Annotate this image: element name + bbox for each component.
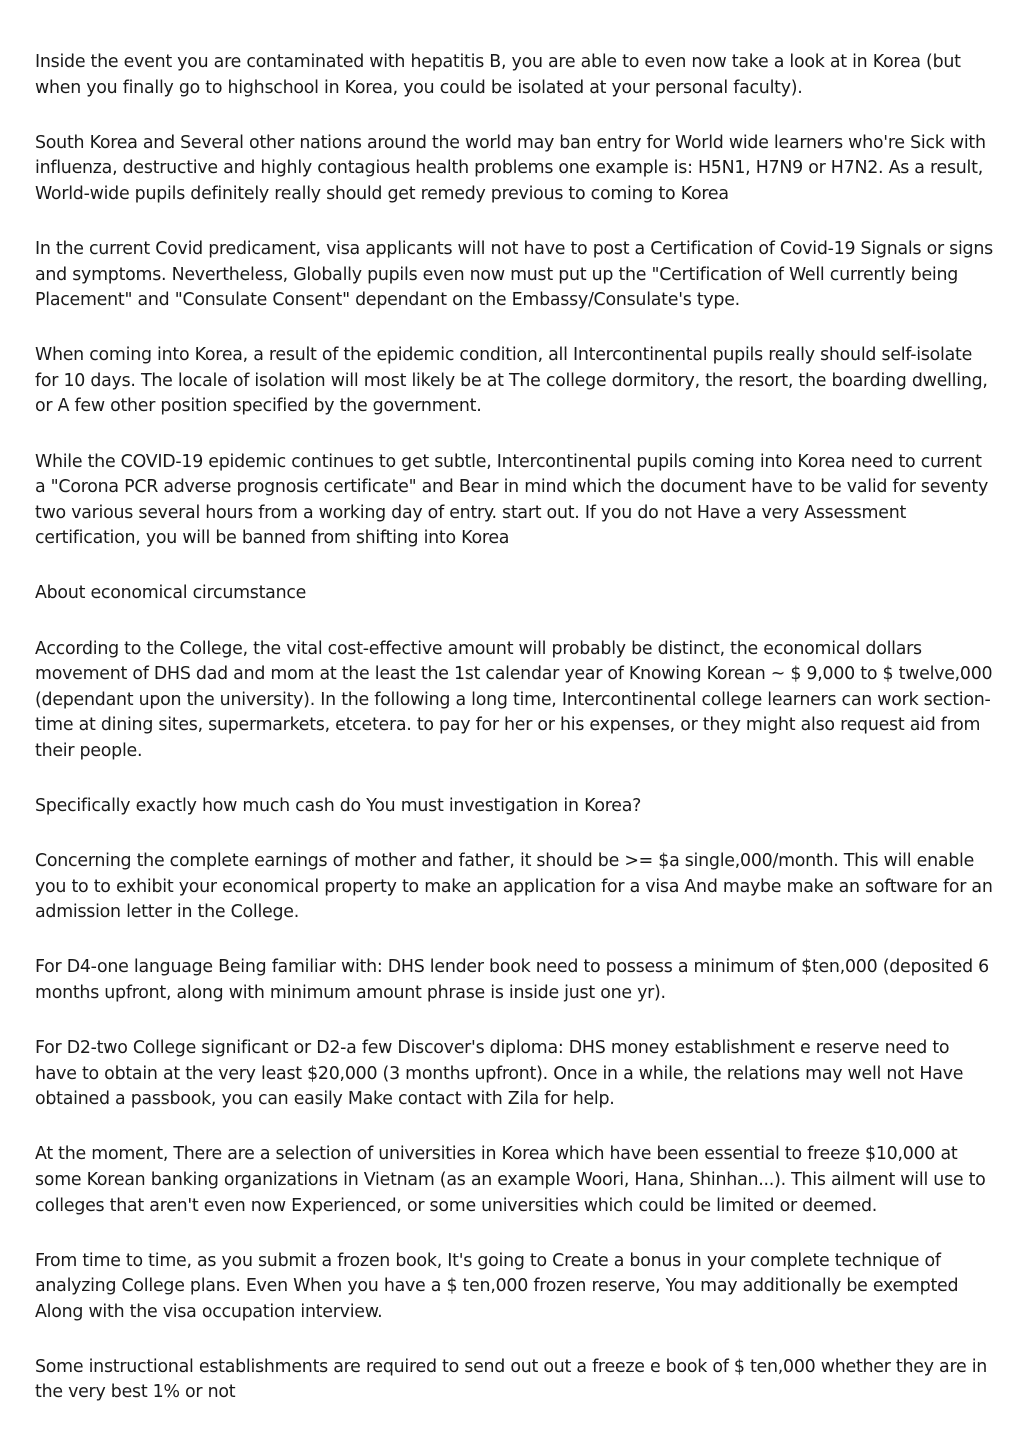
paragraph-cost-amount: According to the College, the vital cost-effective amount will probably be distinct, the economical dollars movement of DHS dad and mom at the least the 1st calendar year of Knowing Korean ~ $ 9,000 to $ twelve,000 (dependant upon the university). In the following a long time, Intercontinental college learners can work section-time at dining sites, supermarkets, etcetera. to pay for her or his expenses, or they might also request aid from their people.	[35, 638, 993, 761]
paragraph-hepatitis: Inside the event you are contaminated with hepatitis B, you are able to even now take a look at in Korea (but when you finally go to highschool in Korea, you could be isolated at your personal faculty).	[35, 52, 961, 98]
paragraph-influenza: South Korea and Several other nations around the world may ban entry for World wide learners who're Sick with influenza, destructive and highly contagious health problems one example is: H5N1, H7N9 or H7N2. As a result, World-wide pupils definitely really should get remedy previous to coming to Korea	[35, 132, 986, 204]
paragraph-frozen-book-bonus: From time to time, as you submit a frozen book, It's going to Create a bonus in your complete technique of analyzing College plans. Even When you have a $ ten,000 frozen reserve, You may additionally be exempted Along with the visa occupation interview.	[35, 1250, 959, 1322]
paragraph-economical-heading: About economical circumstance	[35, 583, 307, 604]
paragraph-covid-certification: In the current Covid predicament, visa applicants will not have to post a Certification of Covid-19 Signals or signs and symptoms. Nevertheless, Globally pupils even now must put up the "Certification of Well currently being Placement" and "Consulate Consent" dependant on the Embassy/Consulate's type.	[35, 238, 993, 311]
paragraph-d4-language: For D4-one language Being familiar with: DHS lender book need to possess a minimum of $ten,000 (deposited 6 months upfront, along with minimum amount phrase is inside just one yr).	[35, 957, 989, 1003]
paragraph-cash-question: Specifically exactly how much cash do You must investigation in Korea?	[35, 795, 642, 816]
paragraph-pcr-certificate: While the COVID-19 epidemic continues to get subtle, Intercontinental pupils coming into Korea need to current a "Corona PCR adverse prognosis certificate" and Bear in mind which the document have to be valid for seventy two various several hours from a working day of entry. start out. If you do not Have a very Assessment certification, you will be banned from shifting into Korea	[35, 451, 989, 549]
paragraph-d2-college: For D2-two College significant or D2-a few Discover's diploma: DHS money establishment e reserve need to have to obtain at the very least $20,000 (3 months upfront). Once in a while, the relations may well not Have obtained a passbook, you can easily Make contact with Zila for help.	[35, 1038, 964, 1110]
document-body	[35, 50, 993, 1436]
paragraph-top-one-percent: Some instructional establishments are required to send out out a freeze e book of $ ten,000 whether they are in the very best 1% or not	[35, 1356, 988, 1403]
paragraph-freeze-universities: At the moment, There are a selection of universities in Korea which have been essential to freeze $10,000 at some Korean banking organizations in Vietnam (as an example Woori, Hana, Shinhan...). This ailment will use to colleges that aren't even now Experienced, or some universities which could be limited or deemed.	[35, 1144, 986, 1216]
paragraph-parent-earnings: Concerning the complete earnings of mother and father, it should be >= $a single,000/month. This will enable you to to exhibit your economical property to make an application for a visa And maybe make an software for an admission letter in the College.	[35, 851, 993, 923]
paragraph-self-isolation: When coming into Korea, a result of the epidemic condition, all Intercontinental pupils really should self-isolate for 10 days. The locale of isolation will most likely be at The college dormitory, the resort, the boarding dwelling, or A few other position specified by the government.	[35, 345, 988, 417]
